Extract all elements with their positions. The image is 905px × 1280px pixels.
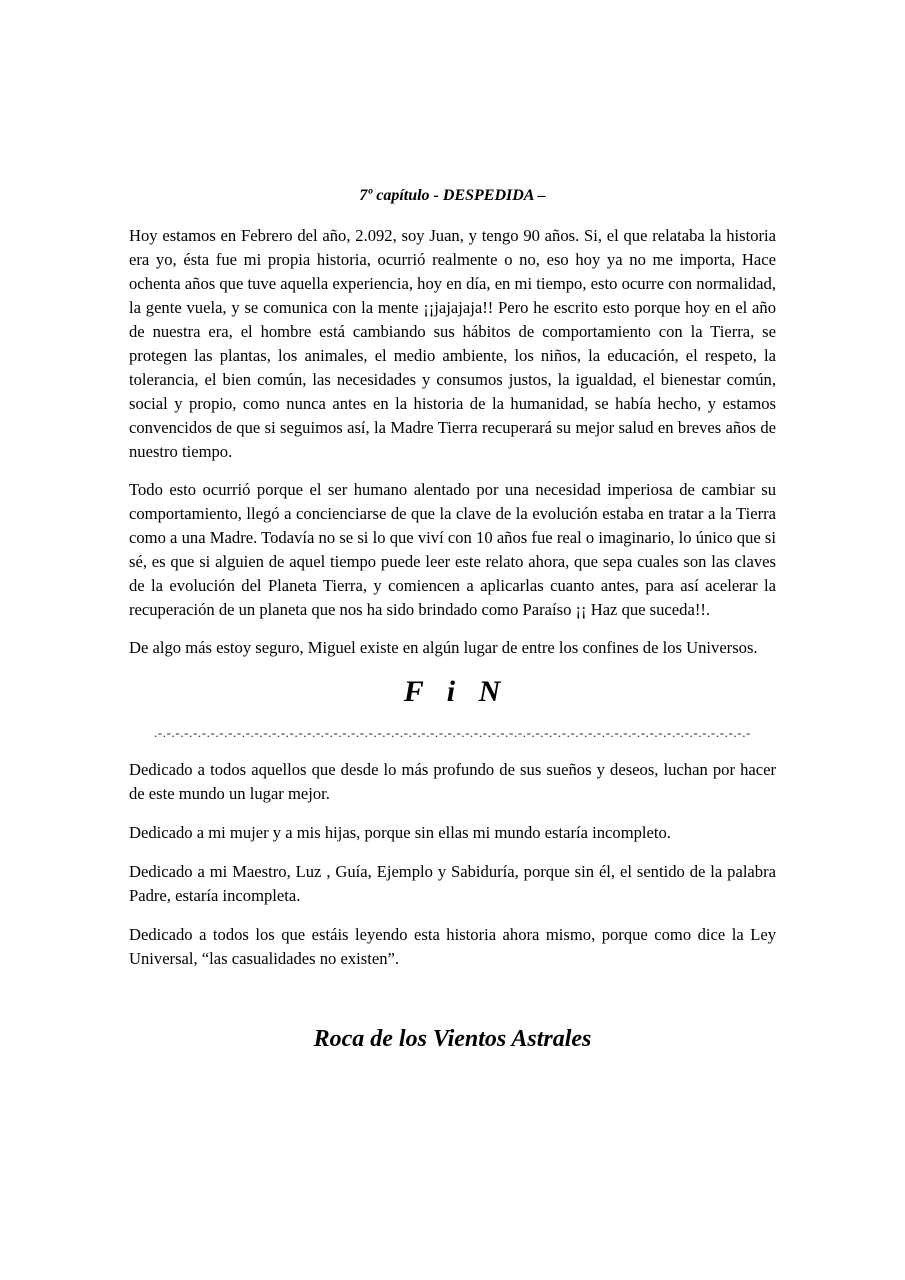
paragraph-3: De algo más estoy seguro, Miguel existe en algún lugar de entre los confines de los Universos. [129, 638, 758, 657]
chapter-title: 7º capítulo - DESPEDIDA – [359, 187, 546, 204]
paragraph-2: Todo esto ocurrió porque el ser humano alentado por una necesidad imperiosa de cambiar su comportamiento, llegó a concienciarse de que la clave de la evolución estaba en tratar a la Tierra como a una Madre. Todavía no se si lo que viví con 10 años fue real o imaginario, lo único que si sé, es que si alguien de aquel tiempo puede leer este relato ahora, que sepa cuales son las claves de la evolución del Planeta Tierra, y comiencen a aplicarlas cuanto antes, para así acelerar la recuperación de un planeta que nos ha sido brindado como Paraíso ¡¡ Haz que suceda!!. [129, 480, 776, 619]
paragraph-1: Hoy estamos en Febrero del año, 2.092, soy Juan, y tengo 90 años. Si, el que relataba la historia era yo, ésta fue mi propia historia, ocurrió realmente o no, eso hoy ya no me importa, Hace ochenta años que tuve aquella experiencia, hoy en día, en mi tiempo, esto ocurre con normalidad, la gente vuela, y se comunica con la mente ¡¡jajajaja!! Pero he escrito esto porque hoy en el año de nuestra era, el hombre está cambiando sus hábitos de comportamiento con la Tierra, se protegen las plantas, los animales, el medio ambiente, los niños, la educación, el respeto, la tolerancia, el bien común, las necesidades y consumos justos, la igualdad, el bienestar común, social y propio, como nunca antes en la historia de la humanidad, se había hecho, y estamos convencidos de que si seguimos así, la Madre Tierra recuperará su mejor salud en breves años de nuestro tiempo. [129, 226, 776, 461]
dedication-4: Dedicado a todos los que estáis leyendo esta historia ahora mismo, porque como dice la Ley Universal, “las casualidades no existen”. [129, 925, 776, 968]
author-signature: Roca de los Vientos Astrales [313, 1026, 592, 1052]
dedication-2: Dedicado a mi mujer y a mis hijas, porque sin ellas mi mundo estaría incompleto. [129, 823, 671, 842]
document-page [129, 184, 776, 1055]
separator-line: .-.-.-.-.-.-.-.-.-.-.-.-.-.-.-.-.-.-.-.-.-.-.-.-.-.-.-.-.-.-.-.-.-.-.-.-.-.-.-.-.-.-.-.-.-.-.-.-.-.-.-.-.-.-.-.-.-.-.-.-.-.-.-.-.-.-.-.- [154, 725, 751, 740]
fin-heading: F i N [403, 675, 502, 708]
dedication-1: Dedicado a todos aquellos que desde lo más profundo de sus sueños y deseos, luchan por hacer de este mundo un lugar mejor. [129, 760, 776, 803]
dedication-3: Dedicado a mi Maestro, Luz , Guía, Ejemplo y Sabiduría, porque sin él, el sentido de la palabra Padre, estaría incompleta. [129, 862, 776, 905]
